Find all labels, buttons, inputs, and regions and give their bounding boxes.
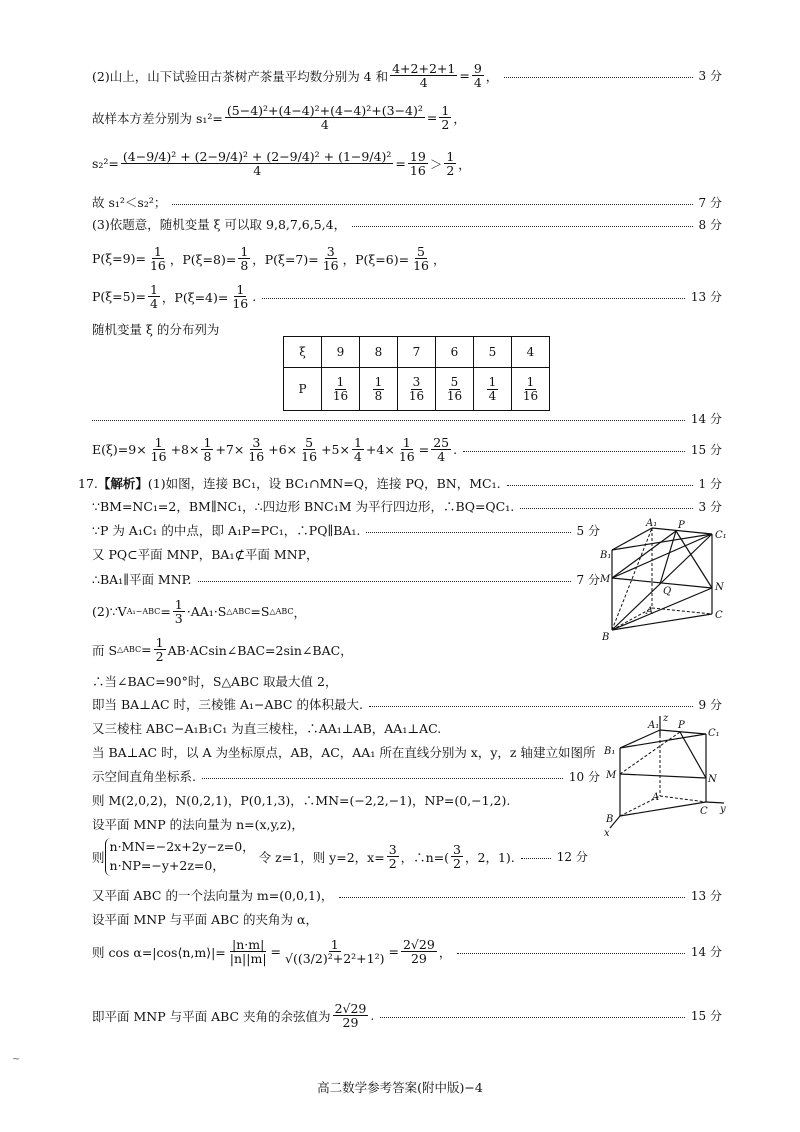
distribution-table: [283, 336, 550, 411]
fig2-label: z: [663, 713, 669, 724]
fig1-label: N: [715, 582, 724, 593]
line-final: 即平面 MNP 与平面 ABC 夹角的余弦值为 2√29 29 . 15 分: [92, 1001, 722, 1031]
line-angle: 设平面 MNP 与平面 ABC 的夹角为 α，: [92, 912, 318, 927]
table-cell: 6: [436, 337, 474, 368]
prism-figure-1: [600, 518, 730, 643]
line-conclusion-1: ∴BA₁∥平面 MNP. 7 分: [92, 572, 600, 587]
line-area: 而 S △ABC = $\frac{1}{2}$ AB·ACsin∠BAC=2sin∠BAC，: [92, 635, 353, 665]
line-subset: 又 PQ⊂平面 MNP，BA₁⊄平面 MNP，: [92, 547, 319, 562]
line-variance-2: s₂²= $\frac{\text{(4−9/4)² + (2−9/4)² + (2−9/4)² + (1−9/4)²}}{4}$ = $\frac{19}{16}$ ＞ 1 2 ，: [92, 149, 471, 179]
fig2-label: M: [606, 770, 617, 781]
table-cell: $\frac{1}{4}$: [474, 368, 512, 411]
fig1-label: Q: [663, 586, 672, 597]
table-cell: 4: [512, 337, 550, 368]
line-normal-vector: 设平面 MNP 的法向量为 n=(x,y,z)，: [92, 817, 304, 832]
fig1-label: P: [678, 520, 685, 531]
fig1-label: B₁: [600, 550, 612, 561]
table-cell: $\frac{1}{16}$: [322, 368, 360, 411]
table-cell: $\frac{3}{16}$: [398, 368, 436, 411]
line-coordinate-setup: 当 BA⊥AC 时，以 A 为坐标原点，AB，AC，AA₁ 所在直线分别为 x，y，z 轴建立如图所: [92, 745, 596, 760]
line-variance-1: 故样本方差分别为 s₁²= $\frac{\text{(5−4)²+(4−4)²+(4−4)²+(3−4)²}}{4}$ = $\frac{1}{2}$ ，: [92, 103, 466, 133]
line-17-start: 17. 【解析】 (1)如图，连接 BC₁，设 BC₁∩MN=Q，连接 PQ，BN，MC₁. 1 分: [78, 475, 722, 491]
fraction: $\frac{4+2+2+1}{4}$: [392, 61, 456, 91]
line-probabilities-2: P(ξ=5)= $\frac{1}{4}$ ，P(ξ=4)= $\frac{1}{16}$ . 13 分: [92, 282, 722, 312]
line-volume: (2)∵V A₁−ABC = $\frac{1}{3}$ ·AA₁·S △ABC =S △ABC ，: [92, 597, 307, 627]
line-coordinates: 则 M(2,0,2)，N(0,2,1)，P(0,1,3)，∴MN=(−2,2,−1)，NP=(0,−1,2).: [92, 793, 511, 808]
fig1-label: M: [600, 574, 611, 585]
line-system: 则 n·MN=−2x+2y−z=0， n·NP=−y+2z=0， 令 z=1，则 y=2，x= $\frac{3}{2}$ ，∴n=( 3 2 ，2，1). 12 分: [92, 838, 722, 876]
fig2-label: y: [720, 804, 726, 815]
page-footer: 高二数学参考答案(附中版)−4: [317, 1080, 483, 1095]
line-dist-title: 随机变量 ξ 的分布列为: [92, 322, 220, 337]
fig1-label: C₁: [715, 530, 727, 541]
fig2-label: C: [700, 806, 708, 817]
fig1-label: C: [715, 610, 723, 621]
fig2-label: C₁: [708, 728, 720, 739]
fig1-label: A: [646, 606, 654, 617]
table-cell: 9: [322, 337, 360, 368]
table-cell: 5: [474, 337, 512, 368]
line-parallelogram: ∵BM=NC₁=2，BM∥NC₁，∴四边形 BNC₁M 为平行四边形，∴BQ=QC₁. 3 分: [92, 499, 722, 514]
line-cosine: 则 cos α=|cos⟨n,m⟩|= $\frac{|n\cdot m|}{|n||m|}$ = $\frac{1}{\text{√((3/2)²+2²+1²)}}$ = $\frac{2√29}{29}$ ， 14 分: [92, 937, 722, 967]
table-cell: $\frac{5}{16}$: [436, 368, 474, 411]
fig2-label: x: [604, 828, 610, 838]
line-expectation: E(ξ)=9× $\frac{1}{16}$ +8× $\frac{1}{8}$ +7× $\frac{3}{16}$ +6× $\frac{5}{16}$ +5× $\frac{1}{4}$ +4× $\frac{1}{16}$ = $\frac{25}{4}$ . 15 分: [92, 435, 722, 465]
fig1-label: A₁: [646, 518, 658, 529]
line-midpoint: ∵P 为 A₁C₁ 的中点，即 A₁P=PC₁，∴PQ∥BA₁. 5 分: [92, 523, 600, 538]
line-avg: (2)山上，山下试验田古茶树产茶量平均数分别为 4 和 $\frac{4+2+2+1}{4}$ = $\frac{9}{4}$ ， 3 分: [92, 61, 722, 91]
fig2-label: A₁: [648, 720, 660, 731]
score: 3 分: [698, 69, 722, 84]
table-cell: ξ: [284, 337, 322, 368]
equation-system: n·MN=−2x+2y−z=0， n·NP=−y+2z=0，: [105, 838, 255, 876]
prism-figure-2: [602, 712, 730, 838]
table-cell: $\frac{1}{16}$: [512, 368, 550, 411]
line-score-14: 14 分: [92, 410, 722, 427]
table-cell: 8: [360, 337, 398, 368]
line-probabilities-1: P(ξ=9)= $\frac{1}{16}$ ，P(ξ=8)= $\frac{1}{8}$ ，P(ξ=7)= $\frac{3}{16}$ ，P(ξ=6)= $\frac{5}{16}$ ，: [92, 244, 446, 274]
fig2-label: P: [678, 720, 685, 731]
line-compare: 故 s₁²＜s₂²； 7 分: [92, 195, 722, 210]
line-right-prism: 又三棱柱 ABC−A₁B₁C₁ 为直三棱柱，∴AA₁⊥AB，AA₁⊥AC.: [92, 721, 442, 736]
line-normal-abc: 又平面 ABC 的一个法向量为 m=(0,0,1)， 13 分: [92, 888, 722, 903]
fig2-label: N: [708, 774, 717, 785]
line-coordinate-system: 示空间直角坐标系. 10 分: [92, 769, 600, 784]
line-values: (3)依题意，随机变量 ξ 可以取 9,8,7,6,5,4， 8 分: [92, 217, 722, 232]
fig1-label: B: [602, 632, 610, 643]
fig2-label: B₁: [604, 746, 616, 757]
table-cell: 7: [398, 337, 436, 368]
line-max-volume: 即当 BA⊥AC 时，三棱锥 A₁−ABC 的体积最大. 9 分: [92, 697, 722, 712]
fig2-label: A: [652, 792, 660, 803]
fig2-label: B: [606, 814, 614, 825]
line-max: ∴当∠BAC=90°时，S△ABC 取最大值 2，: [92, 674, 338, 689]
table-cell: $\frac{1}{8}$: [360, 368, 398, 411]
table-cell: P: [284, 368, 322, 411]
corner-mark: ~: [12, 1054, 21, 1065]
